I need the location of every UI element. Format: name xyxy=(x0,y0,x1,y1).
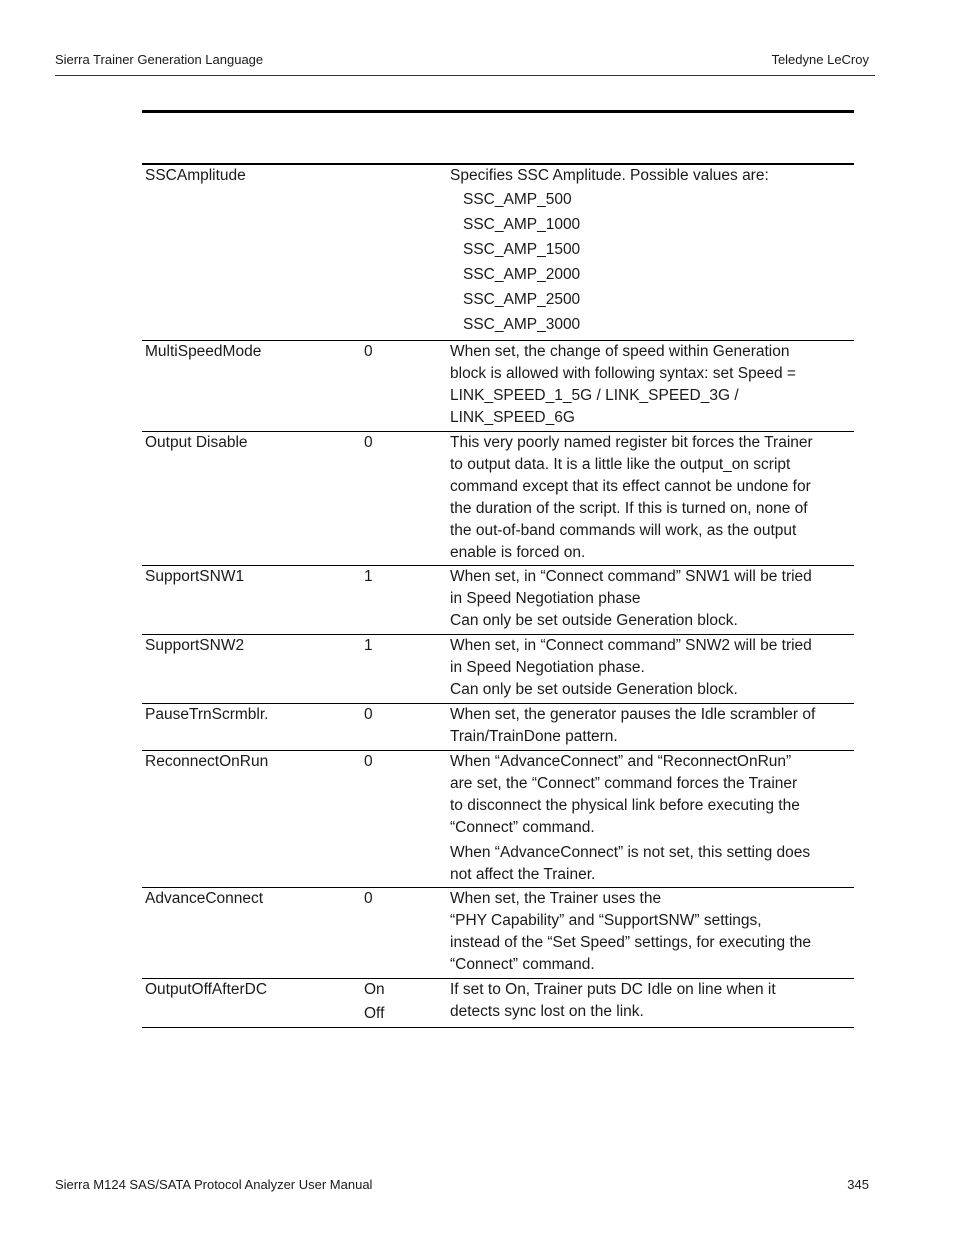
page-number: 345 xyxy=(847,1177,869,1192)
setting-description: When set, in “Connect command” SNW1 will be tried in Speed Negotiation phase Can only be set outside Generation block. xyxy=(450,568,812,629)
setting-description: When set, the generator pauses the Idle scrambler of Train/TrainDone pattern. xyxy=(450,706,816,745)
setting-default: 0 xyxy=(364,434,373,451)
value-item: SSC_AMP_2000 xyxy=(463,266,581,283)
setting-description: When set, the Trainer uses the “PHY Capability” and “SupportSNW” settings, instead of the “Set Speed” settings, for executing the “Connect” command. xyxy=(450,890,812,973)
setting-name: PauseTrnScrmblr. xyxy=(145,706,269,723)
table-row xyxy=(142,431,854,565)
setting-default xyxy=(364,979,447,1027)
table-top-rule xyxy=(142,110,854,113)
setting-name: ReconnectOnRun xyxy=(145,753,269,770)
setting-description: When set, the change of speed within Generation block is allowed with following syntax: set Speed = LINK_SPEED_1_5G / LINK_SPEED_3G / LINK_SPEED_6G xyxy=(450,343,796,426)
setting-description: This very poorly named register bit forces the Trainer to output data. It is a little like the output_on script command except that its effect cannot be undone for the duration of the script. If this is turned on, none of the out-of-band commands will work, as the output enable is forced on. xyxy=(450,434,813,561)
setting-name: OutputOffAfterDC xyxy=(145,981,268,998)
setting-default: 0 xyxy=(364,706,373,723)
table-row xyxy=(142,634,854,703)
setting-description: When “AdvanceConnect” and “ReconnectOnRun” are set, the “Connect” command forces the Trainer to disconnect the physical link before executing the “Connect” command. When “AdvanceConnect” is not set, this setting does not affect the Trainer. xyxy=(450,753,811,883)
table-row xyxy=(142,565,854,634)
setting-name: Output Disable xyxy=(145,434,248,451)
table-row xyxy=(142,340,854,431)
default-value: Off xyxy=(364,1005,385,1022)
setting-default xyxy=(364,165,447,340)
setting-default: 1 xyxy=(364,568,373,585)
table-row xyxy=(142,978,854,1027)
value-item: SSC_AMP_2500 xyxy=(463,291,581,308)
setting-name: AdvanceConnect xyxy=(145,890,264,907)
value-item: SSC_AMP_1500 xyxy=(463,241,581,258)
header-divider xyxy=(55,75,875,76)
header-company: Teledyne LeCroy xyxy=(771,52,869,67)
setting-description: If set to On, Trainer puts DC Idle on line when it detects sync lost on the link. xyxy=(450,981,776,1020)
setting-default: 0 xyxy=(364,753,373,770)
setting-default: 0 xyxy=(364,890,373,907)
setting-default: 0 xyxy=(364,343,373,360)
setting-name: MultiSpeedMode xyxy=(145,343,262,360)
setting-description: When set, in “Connect command” SNW2 will be tried in Speed Negotiation phase. Can only be set outside Generation block. xyxy=(450,637,812,698)
table-row xyxy=(142,703,854,750)
table-row xyxy=(142,750,854,887)
setting-name: SupportSNW2 xyxy=(145,637,245,654)
setting-name: SupportSNW1 xyxy=(145,568,245,585)
setting-description: Specifies SSC Amplitude. Possible values are: SSC_AMP_500 SSC_AMP_1000 SSC_AMP_1500 SSC_AMP_2000 SSC_AMP_2500 SSC_AMP_3000 xyxy=(447,165,854,340)
header-title: Sierra Trainer Generation Language xyxy=(55,52,264,67)
setting-name: SSCAmplitude xyxy=(145,167,246,184)
settings-table xyxy=(142,163,854,1028)
table-row xyxy=(142,887,854,978)
value-item: SSC_AMP_3000 xyxy=(463,316,581,333)
table-row xyxy=(142,165,854,340)
default-value: On xyxy=(364,981,385,998)
value-item: SSC_AMP_1000 xyxy=(463,216,581,233)
setting-default: 1 xyxy=(364,637,373,654)
value-item: SSC_AMP_500 xyxy=(463,191,572,208)
footer-manual-title: Sierra M124 SAS/SATA Protocol Analyzer User Manual xyxy=(55,1177,373,1192)
